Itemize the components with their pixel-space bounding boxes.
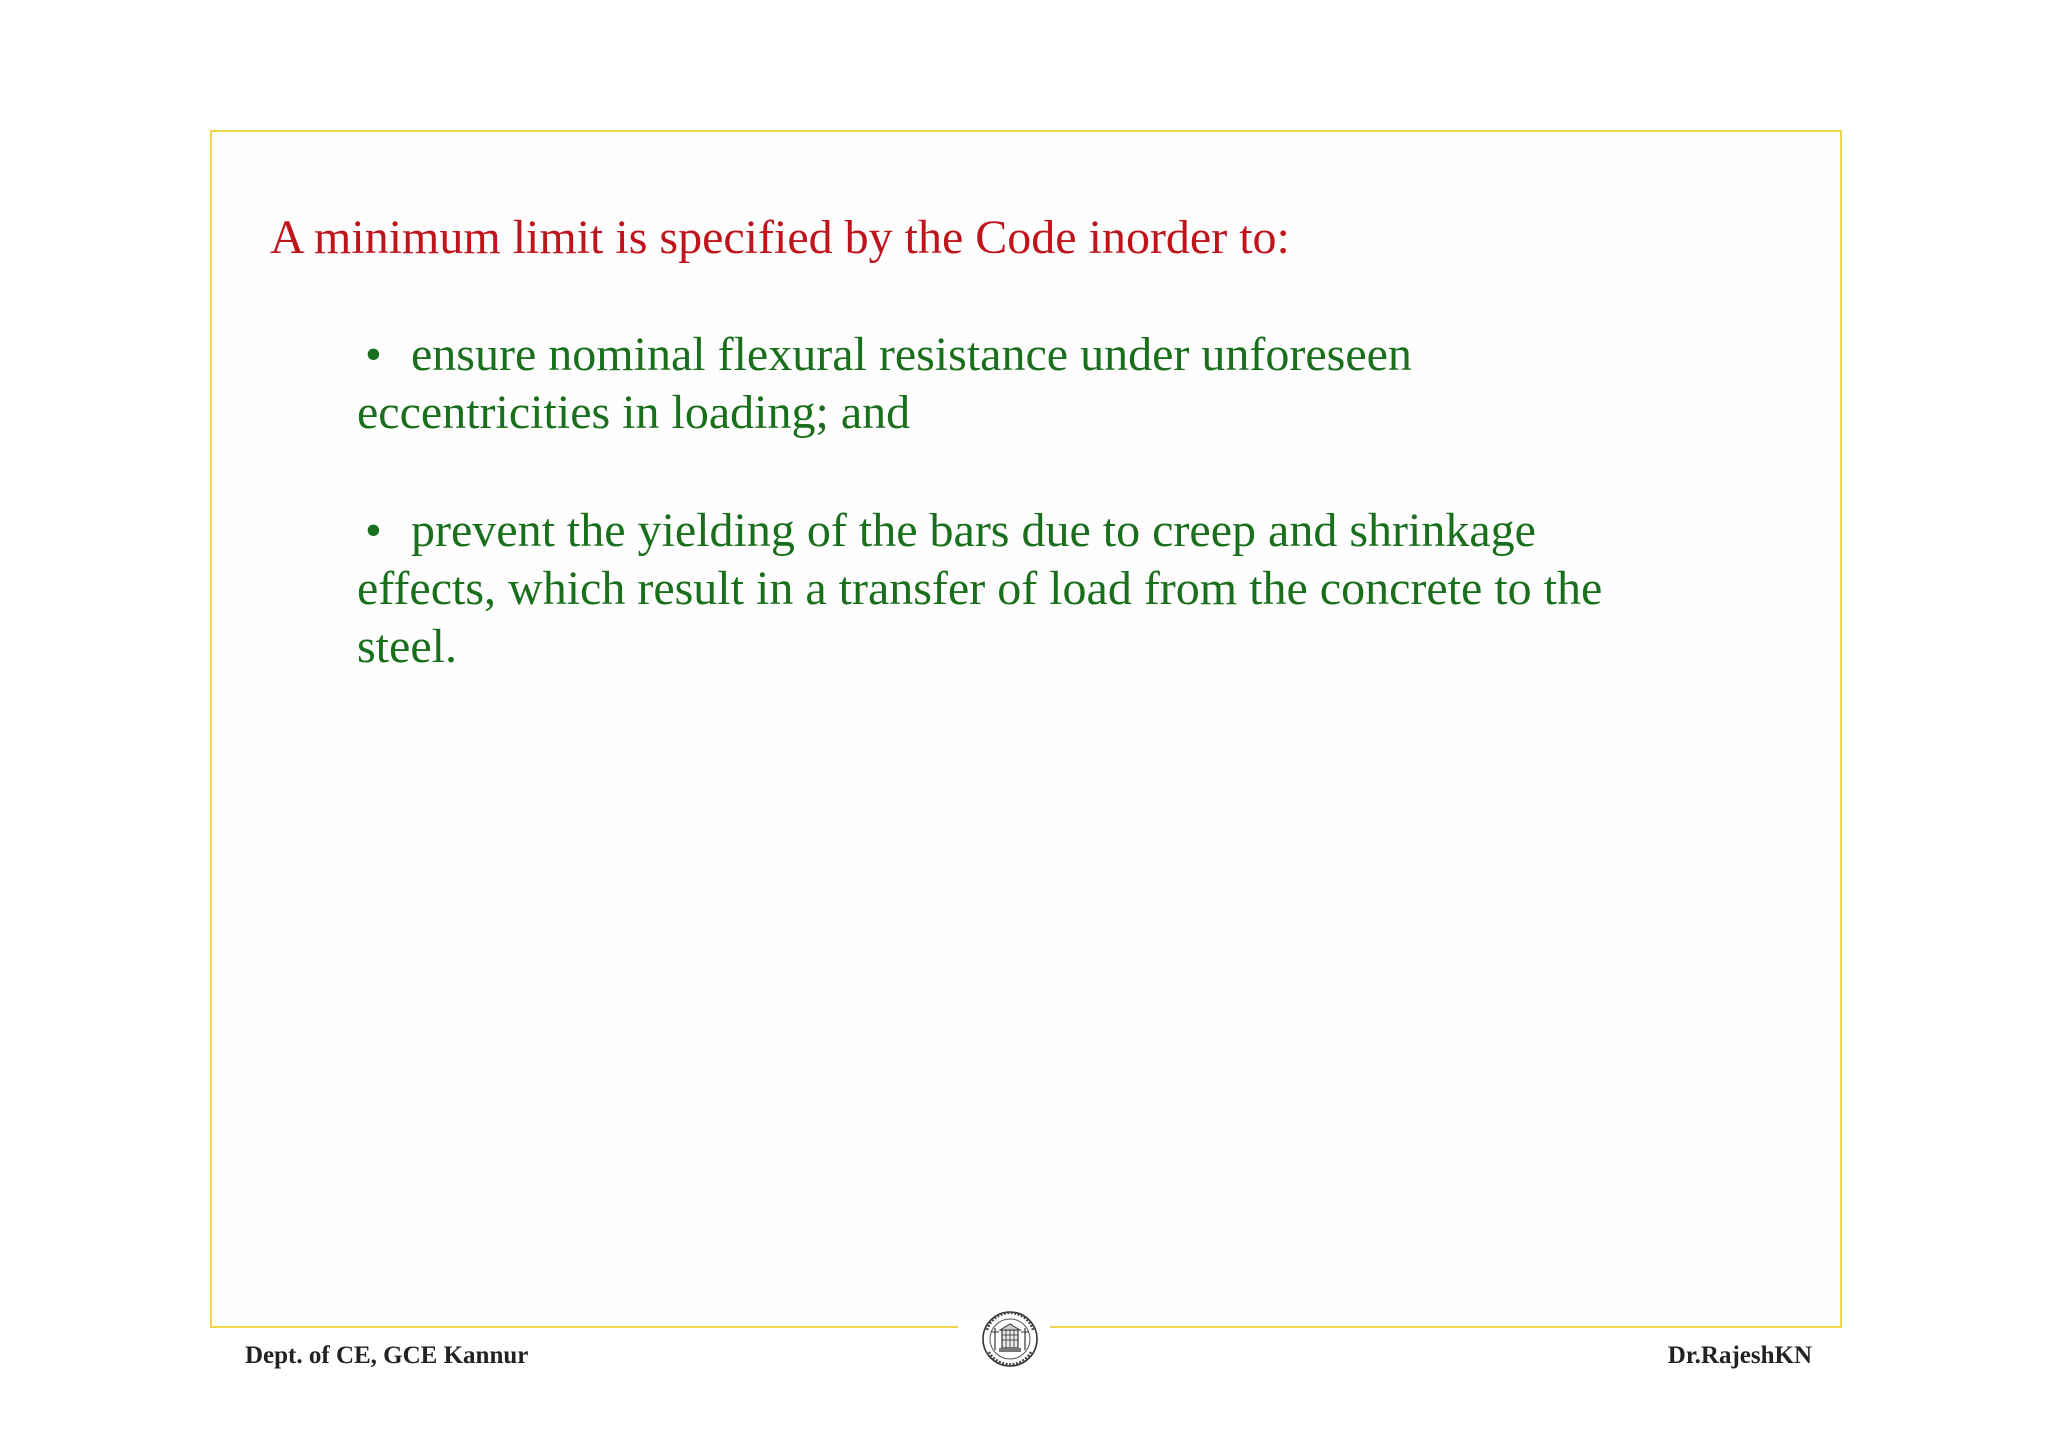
slide-frame	[210, 130, 1842, 1328]
footer-author: Dr.RajeshKN	[1667, 1342, 1812, 1369]
bullet-1-line-2: eccentricities in loading; and	[357, 386, 911, 439]
bullet-2-line-1-text: prevent the yielding of the bars due to creep and shrinkage	[411, 504, 1536, 557]
bullet-point-1	[357, 326, 1757, 442]
bullet-1-line-1	[357, 326, 1757, 384]
bullet-2-line-2: effects, which result in a transfer of load from the concrete to the	[357, 562, 1603, 615]
bullet-2-line-3: steel.	[357, 620, 457, 673]
college-seal-icon	[975, 1302, 1045, 1378]
bullet-2-line-1	[357, 502, 1777, 560]
slide-heading: A minimum limit is specified by the Code inorder to:	[270, 211, 1290, 264]
footer-department: Dept. of CE, GCE Kannur	[245, 1342, 529, 1369]
bullet-marker: •	[365, 328, 382, 381]
bullet-1-line-1-text: ensure nominal flexural resistance under unforeseen	[411, 328, 1412, 381]
bullet-point-2	[357, 502, 1777, 676]
bullet-marker: •	[365, 504, 382, 557]
